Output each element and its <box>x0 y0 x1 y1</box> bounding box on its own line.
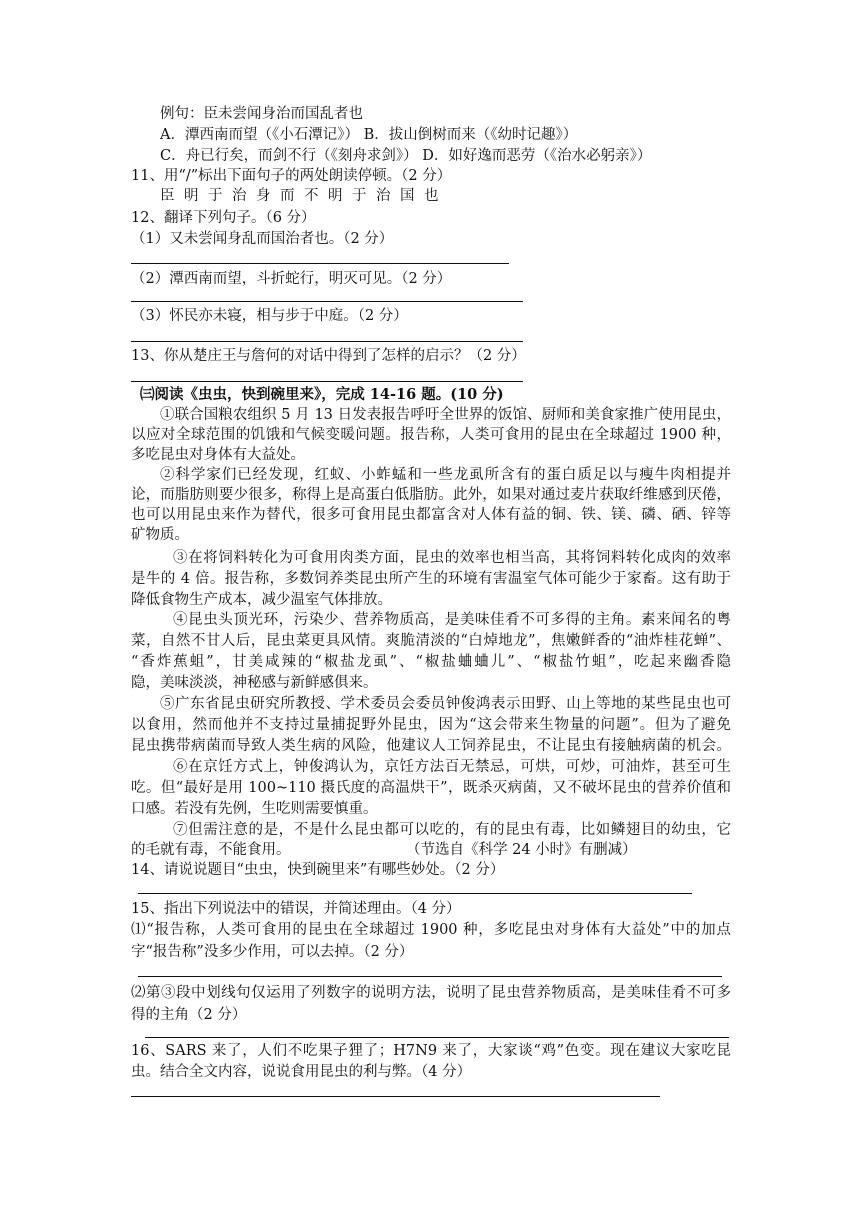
answer-line-14 <box>138 893 692 894</box>
answer-line-12-2 <box>131 301 523 302</box>
passage-p2-line-4: 矿物质。 <box>131 527 189 543</box>
question-12-item-3: （3）怀民亦未寝，相与步于中庭。（2 分） <box>131 308 408 324</box>
answer-line-16 <box>131 1096 660 1097</box>
question-15-part1-line-1: ⑴“报告称，人类可食用的昆虫在全球超过 1900 种，多吃昆虫对身体有大益处”中的加点 <box>131 922 731 938</box>
question-15-part2-line-2: 得的主角（2 分） <box>131 1007 247 1023</box>
answer-line-15-2 <box>145 1037 729 1038</box>
passage-p4-line-4: 隐，美味淡淡，神秘感与新鲜感俱来。 <box>131 675 378 691</box>
question-15-part2-line-1: ⑵第③段中划线句仅运用了列数字的说明方法，说明了昆虫营养物质高，是美味佳肴不可多 <box>131 985 731 1001</box>
answer-line-13 <box>131 381 523 382</box>
question-11-sentence: 臣明于治身而不明于治国也 <box>160 188 448 204</box>
passage-p5-line-2: 以食用，然而他并不支持过量捕捉野外昆虫，因为“这会带来生物量的问题”。但为了避免 <box>131 717 731 733</box>
passage-source: （节选自《科学 24 小时》有删减） <box>406 842 637 858</box>
passage-p6-line-1: ⑥在京饪方式上，钟俊鸿认为，京饪方法百无禁忌，可烘，可炒，可油炸，甚至可生 <box>173 759 731 775</box>
question-15: 15、指出下列说法中的错误，并简述理由。（4 分） <box>131 901 461 917</box>
passage-p1-line-1: ①联合国粮农组织 5 月 13 日发表报告呼吁全世界的饭馆、厨师和美食家推广使用昆虫， <box>160 407 731 423</box>
option-c-d: C．舟已行矣，而剑不行（《刻舟求剑》） D．如好逸而恶劳（《治水必躬亲》） <box>160 148 652 164</box>
passage-p3-line-2: 是牛的 4 倍。报告称，多数饲养类昆虫所产生的环境有害温室气体可能少于家畜。这有助于 <box>131 571 731 587</box>
example-sentence: 例句：臣未尝闻身治而国乱者也 <box>160 106 363 122</box>
passage-p1-line-3: 多吃昆虫对身体有大益处。 <box>131 447 305 463</box>
passage-p6-line-3: 口感。若没有先例，生吃则需要慎重。 <box>131 801 378 817</box>
question-16-line-2: 虫。结合全文内容，说说食用昆虫的利与弊。（4 分） <box>131 1064 472 1080</box>
answer-line-12-1 <box>131 263 509 264</box>
passage-p2-line-3: 也可以用昆虫来作为替代，很多可食用昆虫都富含对人体有益的铜、铁、镁、磷、硒、锌等 <box>131 507 731 523</box>
answer-line-15-1 <box>138 976 722 977</box>
passage-p2-line-2: 论，而脂肪则要少很多，称得上是高蛋白低脂肪。此外，如果对通过麦片获取纤维感到厌倦， <box>131 487 731 503</box>
option-a-b: A．潭西南而望（《小石潭记》） B．拔山倒树而来（《幼时记趣》） <box>160 127 578 143</box>
question-12-item-2: （2）潭西南而望，斗折蛇行，明灭可见。（2 分） <box>131 271 452 287</box>
answer-line-12-3 <box>131 341 523 342</box>
passage-p4-line-1: ④昆虫头顶光环，污染少、营养物质高，是美味佳肴不可多得的主角。素来闻名的粤 <box>173 612 731 628</box>
passage-p5-line-3: 昆虫携带病菌而导致人类生病的风险，他建议人工饲养昆虫，不让昆虫有接触病菌的机会。 <box>131 738 731 754</box>
question-14: 14、请说说题目“虫虫，快到碗里来”有哪些妙处。（2 分） <box>131 862 505 878</box>
passage-p4-line-2: 菜，自然不甘人后，昆虫菜更具风情。爽脆清淡的“白焯地龙”，焦嫩鲜香的“油炸桂花蝉”、 <box>131 633 731 649</box>
question-12-item-1: （1）又未尝闻身乱而国治者也。（2 分） <box>131 231 394 247</box>
question-12: 12、翻译下列句子。（6 分） <box>131 210 316 226</box>
question-15-part1-line-2: 字“报告称”没多少作用，可以去掉。（2 分） <box>131 944 414 960</box>
passage-p5-line-1: ⑤广东省昆虫研究所教授、学术委员会委员钟俊鸿表示田野、山上等地的某些昆虫也可 <box>160 696 731 712</box>
passage-p6-line-2: 吃。但“最好是用 100~110 摄氏度的高温烘干”，既杀灭病菌，又不破坏昆虫的营养价值和 <box>131 780 731 796</box>
question-13: 13、你从楚庄王与詹何的对话中得到了怎样的启示？（2 分） <box>131 348 526 364</box>
passage-p2-line-1: ②科学家们已经发现，红蚁、小蚱蜢和一些龙虱所含有的蛋白质足以与瘦牛肉相提并 <box>160 467 731 483</box>
passage-p4-line-3: “香炸蕉蛆”，甘美咸辣的“椒盐龙虱”、“椒盐蛐蛐儿”、“椒盐竹蛆”，吃起来幽香隐 <box>131 654 731 670</box>
passage-p7-line-2: 的毛就有毒，不能食用。 <box>131 842 291 858</box>
passage-p3-line-1: ③在将饲料转化为可食用肉类方面，昆虫的效率也相当高，其将饲料转化成肉的效率 <box>173 550 731 566</box>
question-11: 11、用“/”标出下面句子的两处朗读停顿。（2 分） <box>131 168 452 184</box>
passage-p7-line-1: ⑦但需注意的是，不是什么昆虫都可以吃的，有的昆虫有毒，比如鳞翅目的幼虫，它 <box>173 822 731 838</box>
passage-p3-line-3: 降低食物生产成本，减少温室气体排放。 <box>131 592 392 608</box>
passage-p1-line-2: 以应对全球范围的饥饿和气候变暖问题。报告称，人类可食用的昆虫在全球超过 1900 种， <box>131 427 731 443</box>
question-16-line-1: 16、SARS 来了，人们不吃果子狸了；H7N9 来了，大家谈“鸡”色变。现在建议大家吃昆 <box>131 1043 731 1059</box>
section-heading: ㈢阅读《虫虫，快到碗里来》，完成 14-16 题。(10 分) <box>140 386 504 403</box>
